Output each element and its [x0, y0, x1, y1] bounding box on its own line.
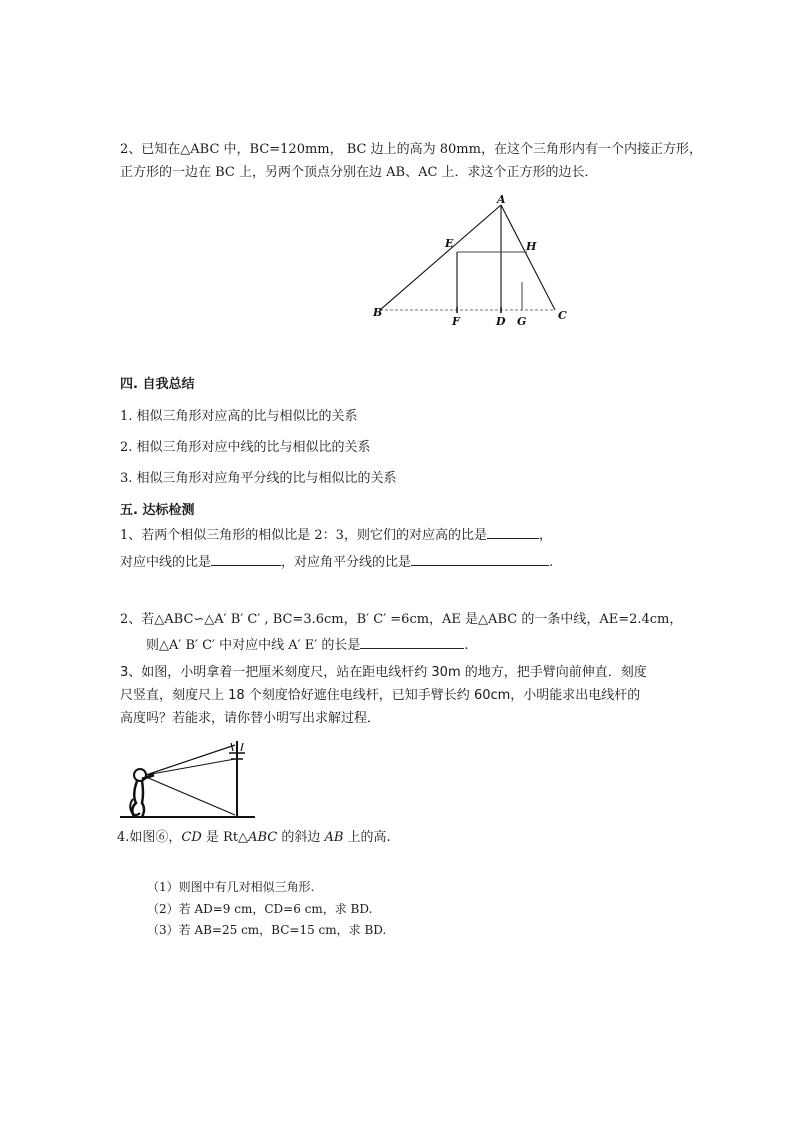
sight-line-bottom — [146, 777, 235, 815]
q1-line1 — [120, 526, 552, 545]
q2-line1: 2、若△ABC∽△A′ B′ C′ , BC=3.6cm，B′ C′ =6cm，AE 是△ABC 的一条中线，AE=2.4cm， — [120, 612, 683, 627]
q1-blank-height-ratio[interactable] — [487, 526, 539, 539]
q1-line1-text: 1、若两个相似三角形的相似比是 2：3，则它们的对应高的比是 — [120, 528, 487, 543]
section5-heading: 五. 达标检测 — [120, 503, 195, 518]
q2-line2-text: 则△A′ B′ C′ 中对应中线 A′ E′ 的长是 — [146, 638, 361, 653]
q3-line2: 尺竖直，刻度尺上 18 个刻度恰好遮住电线杆，已知手臂长约 60cm，小明能求出电线杆的 — [120, 688, 641, 703]
problem2-line1: 2、已知在△ABC 中，BC=120mm， BC 边上的高为 80mm，在这个三角形内有一个内接正方形， — [120, 142, 702, 157]
q1-line2-text-b: ，对应角平分线的比是 — [281, 555, 412, 570]
q4-sub-2: （2）若 AD=9 cm，CD=6 cm，求 BD. — [147, 902, 373, 916]
q2-blank-median-length[interactable] — [360, 636, 464, 649]
problem2-line2: 正方形的一边在 BC 上，另两个顶点分别在边 AB、AC 上．求这个正方形的边长． — [120, 165, 598, 180]
side-ab — [380, 205, 501, 310]
q4-sub-3: （3）若 AB=25 cm，BC=15 cm，求 BD. — [147, 923, 387, 937]
label-c: C — [558, 309, 567, 322]
triangle-square-figure — [365, 195, 585, 335]
q2-line2 — [146, 636, 468, 655]
section4-heading: 四. 自我总结 — [120, 377, 195, 392]
q4-line — [117, 829, 391, 847]
q1-blank-median-ratio[interactable] — [211, 553, 281, 566]
q1-line2-text-a: 对应中线的比是 — [120, 555, 212, 570]
label-d: D — [496, 315, 506, 328]
q4-text-3: 的斜边 — [277, 830, 325, 845]
q4-text-2: 是 Rt△ — [201, 830, 249, 845]
label-b: B — [373, 306, 383, 319]
label-h: H — [526, 240, 537, 253]
q1-line2 — [120, 553, 553, 572]
q4-text-4: 上的高. — [343, 830, 391, 845]
person-pole-figure — [120, 733, 270, 823]
sight-line-top — [146, 745, 235, 775]
q4-sub-1: （1）则图中有几对相似三角形. — [147, 880, 315, 894]
section4-item-3: 3. 相似三角形对应角平分线的比与相似比的关系 — [120, 471, 397, 486]
side-ac — [501, 205, 555, 310]
q1-blank-bisector-ratio[interactable] — [411, 553, 549, 566]
q2-period: . — [464, 638, 469, 653]
section4-item-2: 2. 相似三角形对应中线的比与相似比的关系 — [120, 440, 371, 455]
q3-line3: 高度吗？若能求，请你替小明写出求解过程． — [120, 711, 381, 726]
q4-ab: AB — [324, 830, 344, 845]
q4-text-1: 4.如图⑥， — [117, 830, 182, 845]
q3-line1: 3、如图，小明拿着一把厘米刻度尺，站在距电线杆约 30m 的地方，把手臂向前伸直．刻度 — [120, 665, 647, 680]
label-g: G — [517, 315, 527, 328]
section4-item-1: 1. 相似三角形对应高的比与相似比的关系 — [120, 409, 358, 424]
q4-cd: CD — [181, 830, 202, 845]
label-f: F — [452, 315, 460, 328]
person-body — [132, 781, 144, 817]
label-e: E — [445, 237, 454, 250]
label-a: A — [497, 195, 506, 206]
q1-comma: ， — [538, 528, 552, 543]
q1-period: . — [549, 555, 554, 570]
q4-abc: ABC — [248, 830, 278, 845]
